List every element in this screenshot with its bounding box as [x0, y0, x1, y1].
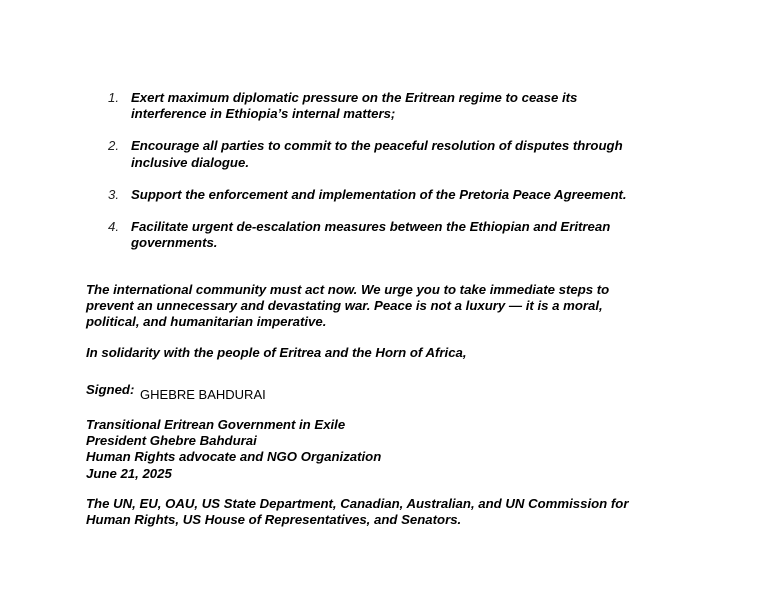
- list-item-text: Support the enforcement and implementation of the Pretoria Peace Agreement.: [131, 186, 627, 202]
- sender-line: Transitional Eritrean Government in Exile: [86, 417, 346, 432]
- list-item-text: Facilitate urgent de-escalation measures between the Ethiopian and Eritrean: [131, 219, 611, 235]
- appeal-line: prevent an unnecessary and devastating war. Peace is not a luxury — it is a moral,: [86, 298, 603, 314]
- recipients-block: [86, 496, 686, 528]
- list-item: [108, 219, 688, 251]
- list-item-number: 2.: [108, 138, 119, 154]
- recommendation-list: [108, 90, 688, 267]
- signature-label: Signed:: [86, 382, 135, 397]
- list-item: [108, 138, 688, 170]
- appeal-line: political, and humanitarian imperative.: [86, 314, 327, 330]
- list-item: [108, 90, 688, 122]
- list-item-number: 4.: [108, 219, 119, 235]
- sender-block: [86, 417, 686, 482]
- list-item: [108, 187, 688, 203]
- appeal-line: The international community must act now. We urge you to take immediate steps to: [86, 282, 610, 297]
- closing-line: In solidarity with the people of Eritrea and the Horn of Africa,: [86, 345, 467, 360]
- recipients-line: The UN, EU, OAU, US State Department, Canadian, Australian, and UN Commission for: [86, 496, 629, 511]
- appeal-paragraph: [86, 282, 686, 331]
- sender-date: June 21, 2025: [86, 465, 172, 481]
- list-item-text: Encourage all parties to commit to the peaceful resolution of disputes through: [131, 138, 623, 154]
- recipients-line: Human Rights, US House of Representatives, and Senators.: [86, 512, 462, 528]
- signature-name: GHEBRE BAHDURAI: [140, 387, 266, 402]
- list-item-number: 1.: [108, 90, 119, 105]
- list-item-text: inclusive dialogue.: [131, 154, 249, 170]
- list-item-text: interference in Ethiopia’s internal matters;: [131, 106, 396, 122]
- sender-line: Human Rights advocate and NGO Organization: [86, 449, 382, 465]
- list-item-text: Exert maximum diplomatic pressure on the Eritrean regime to cease its: [131, 90, 578, 105]
- list-item-number: 3.: [108, 186, 119, 202]
- sender-line: President Ghebre Bahdurai: [86, 433, 257, 449]
- signature-block: [86, 382, 266, 402]
- list-item-text: governments.: [131, 235, 218, 251]
